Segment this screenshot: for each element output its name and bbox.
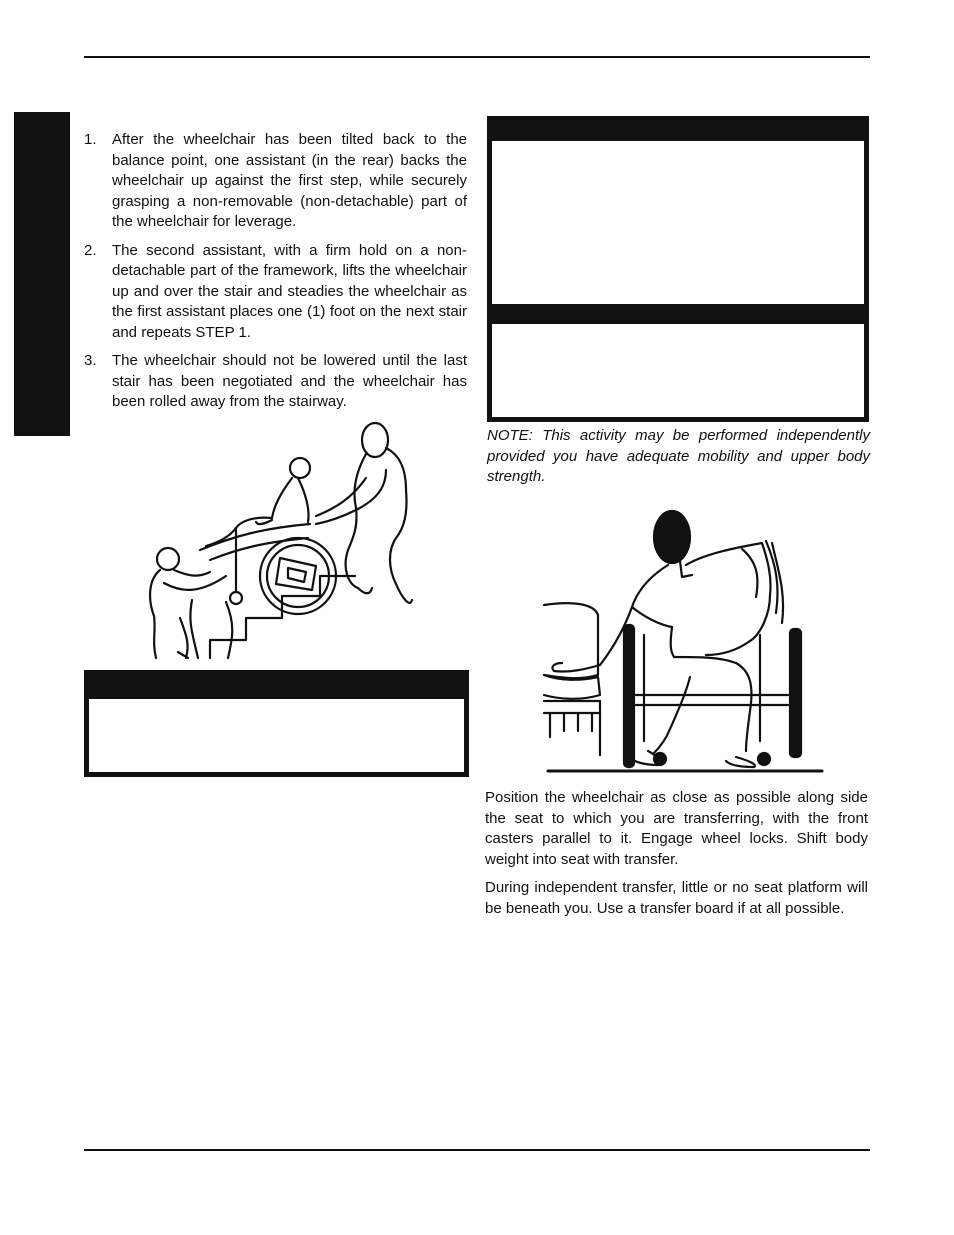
list-item	[84, 130, 467, 233]
step-text: The second assistant, with a firm hold on a non-detachable part of the framework, lifts the wheelchair up and over the stair and steadies the wheelchair as the first assistant places one (1) foot on the next stair and repeats STEP 1.	[112, 241, 467, 341]
step-text: After the wheelchair has been tilted back to the balance point, one assistant (in the rear) backs the wheelchair up against the first step, while securely grasping a non-removable (non-detachable) part of the wheelchair for leverage.	[112, 131, 467, 230]
note-text: NOTE: This activity may be performed independently provided you have adequate mobility and upper body strength.	[487, 427, 870, 485]
warning-header-bar	[492, 121, 864, 141]
transfer-illustration	[540, 505, 830, 775]
warning-header-bar	[89, 675, 464, 699]
warning-box-left	[84, 670, 469, 777]
list-item	[84, 351, 467, 413]
body-paragraph: Position the wheelchair as close as possible along side the seat to which you are transferring, with the front casters parallel to it. Engage wheel locks. Shift body weight into seat with transfer.	[485, 789, 868, 868]
footer-rule	[84, 1149, 870, 1151]
warning-box-right	[487, 116, 869, 422]
stair-steps-list	[84, 130, 467, 421]
header-rule	[84, 56, 870, 58]
body-paragraph: During independent transfer, little or no seat platform will be beneath you. Use a transfer board if at all possible.	[485, 879, 868, 917]
step-number: 3.	[84, 352, 97, 369]
step-text: The wheelchair should not be lowered until the last stair has been negotiated and the wheelchair has been rolled away from the stairway.	[112, 352, 467, 410]
stair-climb-illustration	[140, 418, 430, 660]
caution-header-bar	[492, 304, 864, 324]
step-number: 2.	[84, 241, 97, 259]
section-tab	[14, 112, 70, 436]
list-item	[84, 241, 467, 344]
step-number: 1.	[84, 131, 97, 148]
